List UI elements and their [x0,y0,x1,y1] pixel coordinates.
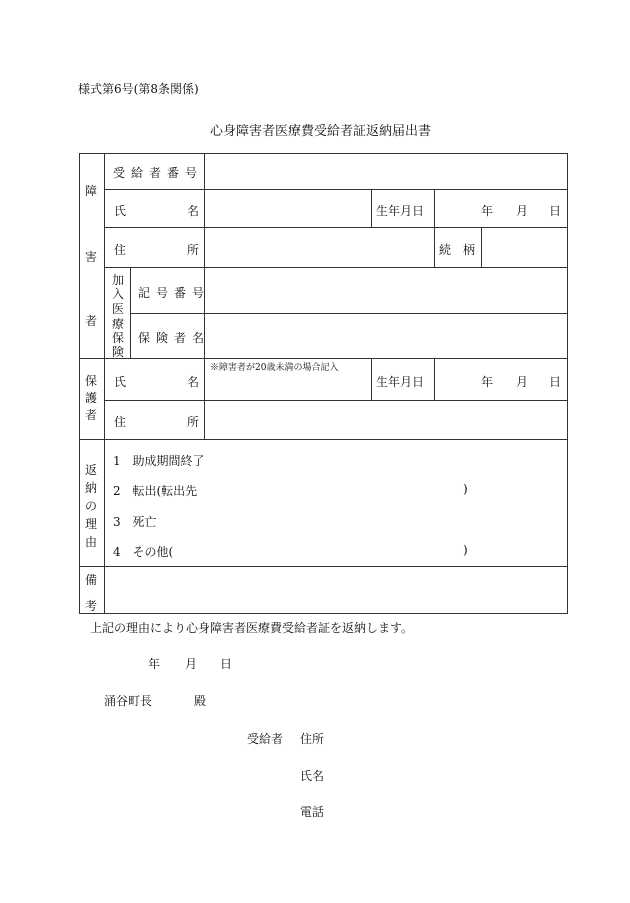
relation-label: 続 柄 [439,243,476,257]
section-label-reason-5: 由 [85,535,98,549]
reason-item[interactable] [113,482,197,499]
statement-text: 上記の理由により心身障害者医療費受給者証を返納します。 [90,621,414,635]
section-label-disabled-2: 害 [85,250,98,264]
birthdate-label: 生年月日 [376,204,425,218]
honorific: 殿 [194,694,207,708]
symbol-number-label: 記号番号 [138,286,211,300]
address-label-a: 住 [114,243,127,257]
reason-item-text: 死亡 [132,515,157,529]
guardian-birth-month-label: 月 [516,375,529,389]
section-label-guardian-3: 者 [85,408,98,422]
reason-item-text: 助成期間終了 [132,454,205,468]
insurer-name-label: 保険者名 [138,331,211,345]
relation-field[interactable] [483,229,566,266]
disabled-address-field[interactable] [206,229,432,266]
reason-item-number: 1 [113,454,121,468]
insurance-label-2: 入 [112,287,125,301]
reason-item-text: その他( [132,545,174,559]
form-title: 心身障害者医療費受給者証返納届出書 [210,124,432,139]
reason-item-close-paren: ) [463,543,468,557]
insurance-label-1: 加 [112,273,125,287]
submission-day-label: 日 [220,657,233,671]
section-label-reason-1: 返 [85,463,98,477]
name-label-a: 氏 [114,204,127,218]
section-label-reason-4: 理 [85,517,98,531]
insurer-name-field[interactable] [206,315,566,357]
guardian-birthdate-label: 生年月日 [376,375,425,389]
addressee: 涌谷町長 [104,694,153,708]
section-label-disabled-3: 者 [85,314,98,328]
section-label-guardian-2: 護 [85,391,98,405]
insurance-label-6: 険 [112,345,125,359]
submission-year-label: 年 [148,657,161,671]
section-label-guardian-1: 保 [85,374,98,388]
recipient-label: 受給者 [247,732,284,746]
guardian-name-label-a: 氏 [114,375,127,389]
form-number: 様式第6号(第8条関係) [78,82,199,96]
applicant-phone-label: 電話 [300,805,325,819]
section-label-remarks-1: 備 [85,573,98,587]
disabled-name-field[interactable] [206,191,370,226]
reason-item-text: 転出(転出先 [132,484,198,498]
insurance-label-5: 保 [112,331,125,345]
section-label-reason-2: 納 [85,481,98,495]
name-label-b: 名 [187,204,200,218]
guardian-birth-day-label: 日 [549,375,562,389]
birth-year-label: 年 [481,204,494,218]
guardian-address-label-a: 住 [114,415,127,429]
guardian-birth-year-label: 年 [481,375,494,389]
guardian-name-label-b: 名 [187,375,200,389]
address-label-b: 所 [187,243,200,257]
reason-item-number: 2 [113,484,121,498]
section-label-disabled-1: 障 [85,184,98,198]
guardian-note: ※障害者が20歳未満の場合記入 [210,363,339,373]
applicant-address-label: 住所 [300,732,325,746]
recipient-number-field[interactable] [206,156,566,188]
insurance-label-4: 療 [112,317,125,331]
reason-item-number: 3 [113,515,121,529]
reason-item-number: 4 [113,545,121,559]
guardian-name-field[interactable] [206,372,370,399]
symbol-number-field[interactable] [206,269,566,312]
reason-item-close-paren: ) [463,482,468,496]
reason-item[interactable] [113,513,156,530]
submission-month-label: 月 [185,657,198,671]
section-label-remarks-2: 考 [85,599,98,613]
birth-day-label: 日 [549,204,562,218]
applicant-name-label: 氏名 [300,769,325,783]
section-label-reason-3: の [85,499,98,513]
reason-item[interactable] [113,543,173,560]
insurance-label-3: 医 [112,302,125,316]
recipient-number-label: 受給者番号 [113,166,204,180]
guardian-address-label-b: 所 [187,415,200,429]
remarks-field[interactable] [106,568,566,612]
guardian-address-field[interactable] [206,402,566,438]
birth-month-label: 月 [516,204,529,218]
reason-item[interactable] [113,452,204,469]
